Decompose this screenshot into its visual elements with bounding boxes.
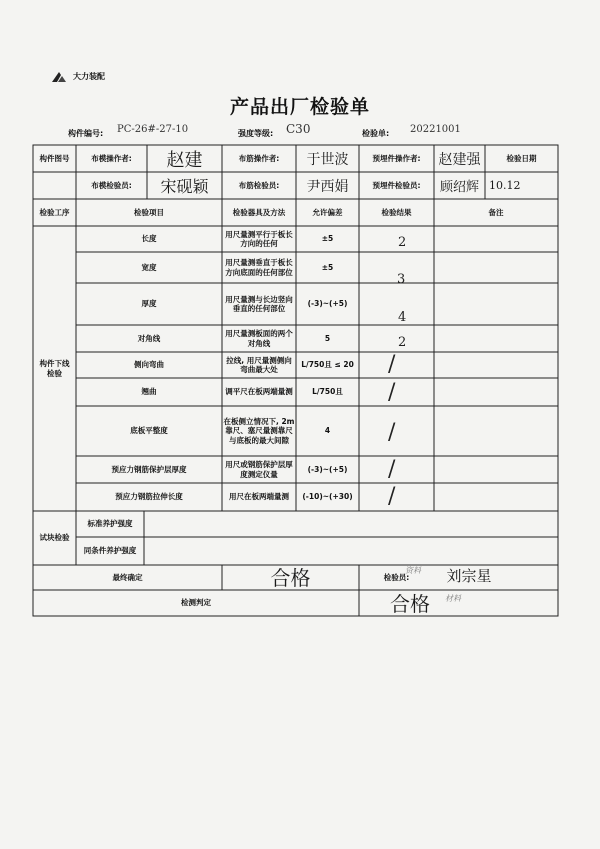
inspector-value: 刘宗星 bbox=[446, 567, 492, 585]
tolerance-cell: ±5 bbox=[321, 262, 334, 272]
stamp: 资料 bbox=[405, 566, 421, 575]
item-cell: 预应力钢筋保护层厚度 bbox=[111, 464, 187, 474]
final-confirm-label: 最终确定 bbox=[112, 572, 143, 582]
judge-value: 合格 bbox=[390, 591, 430, 616]
result-cell: 2 bbox=[398, 235, 407, 250]
process-group-label: 构件下线检验 bbox=[39, 359, 70, 378]
method-cell: 在板侧立情况下, 2m靠尺、塞尺量测靠尺与底板的最大间隙 bbox=[223, 416, 295, 445]
rebar-operator-value: 于世波 bbox=[306, 151, 349, 168]
tolerance-cell: ±5 bbox=[321, 234, 334, 244]
mold-operator-value: 赵建 bbox=[166, 149, 203, 171]
item-cell: 对角线 bbox=[137, 333, 161, 343]
embed-inspector-value: 顾绍辉 bbox=[439, 180, 479, 195]
item-cell: 预应力钢筋拉伸长度 bbox=[115, 492, 183, 502]
final-confirm-value: 合格 bbox=[270, 566, 311, 590]
result-cell: 3 bbox=[397, 272, 406, 287]
strength-value: C30 bbox=[286, 122, 311, 136]
header-process: 检验工序 bbox=[39, 207, 70, 217]
tolerance-cell: 5 bbox=[324, 333, 331, 343]
result-cell: / bbox=[388, 484, 396, 509]
result-cell: / bbox=[388, 352, 396, 377]
judge-label: 检测判定 bbox=[181, 598, 211, 608]
method-cell: 用尺量测垂直于板长方向底面的任何部位 bbox=[225, 258, 293, 277]
tolerance-cell: (-3)~(+5) bbox=[307, 299, 348, 309]
item-cell: 翘曲 bbox=[141, 387, 157, 397]
test-block-label: 试块检验 bbox=[39, 533, 70, 543]
result-cell: / bbox=[388, 457, 396, 482]
method-cell: 拉线, 用尺量测侧向弯曲最大处 bbox=[226, 355, 292, 374]
logo-text: 大力装配 bbox=[73, 72, 105, 81]
component-no-label: 构件编号: bbox=[68, 129, 104, 138]
embed-operator-label: 预埋件操作者: bbox=[372, 153, 421, 163]
rebar-inspector-value: 尹西娟 bbox=[306, 178, 349, 195]
mold-inspector-value: 宋砚颖 bbox=[160, 177, 209, 196]
header-result: 检验结果 bbox=[381, 207, 412, 217]
rebar-inspector-label: 布筋检验员: bbox=[238, 180, 280, 190]
method-cell: 用尺量测平行于板长方向的任何 bbox=[225, 229, 293, 248]
inspection-date-value: 10.12 bbox=[489, 179, 521, 192]
tolerance-cell: L/750且 bbox=[312, 387, 343, 397]
header-tolerance: 允许偏差 bbox=[312, 207, 343, 217]
header-remark: 备注 bbox=[488, 207, 504, 217]
standard-curing-strength-label: 标准养护强度 bbox=[87, 519, 133, 529]
method-cell: 用尺量测与长边竖向垂直的任何部位 bbox=[225, 294, 293, 313]
item-cell: 厚度 bbox=[141, 299, 157, 309]
embed-operator-value: 赵建强 bbox=[438, 151, 481, 168]
component-no-value: PC-26#-27-10 bbox=[117, 124, 189, 135]
stamp: 材料 bbox=[445, 594, 461, 603]
item-cell: 宽度 bbox=[141, 262, 157, 272]
item-cell: 底板平整度 bbox=[130, 426, 168, 436]
page-title: 产品出厂检验单 bbox=[229, 96, 370, 118]
header-item: 检验项目 bbox=[134, 207, 164, 217]
method-cell: 用尺量测板面的两个对角线 bbox=[225, 329, 293, 348]
inspection-date-label: 检验日期 bbox=[506, 153, 537, 163]
same-condition-curing-strength-label: 同条件养护强度 bbox=[83, 546, 137, 556]
inspection-no-value: 20221001 bbox=[410, 124, 461, 135]
item-cell: 侧向弯曲 bbox=[134, 360, 164, 370]
tolerance-cell: 4 bbox=[324, 426, 331, 436]
method-cell: 用尺在板两端量测 bbox=[229, 492, 289, 502]
mold-operator-label: 布模操作者: bbox=[91, 153, 132, 163]
method-cell: 调平尺在板两端量测 bbox=[225, 387, 293, 397]
result-cell: / bbox=[388, 420, 396, 445]
tolerance-cell: L/750且 ≤ 20 bbox=[301, 360, 354, 370]
mold-inspector-label: 布模检验员: bbox=[91, 180, 132, 190]
inspector-label: 检验员: bbox=[383, 572, 410, 582]
strength-label: 强度等级: bbox=[238, 129, 274, 138]
result-cell: / bbox=[388, 380, 396, 405]
rebar-operator-label: 布筋操作者: bbox=[238, 153, 280, 163]
result-cell: 2 bbox=[398, 335, 407, 350]
inspection-no-label: 检验单: bbox=[362, 129, 390, 138]
tolerance-cell: (-3)~(+5) bbox=[307, 464, 348, 474]
result-cell: 4 bbox=[398, 310, 407, 325]
item-cell: 长度 bbox=[141, 234, 157, 244]
embed-inspector-label: 预埋件检验员: bbox=[372, 180, 421, 190]
drawing-no-label: 构件图号 bbox=[39, 153, 70, 163]
header-method: 检验器具及方法 bbox=[232, 207, 286, 217]
tolerance-cell: (-10)~(+30) bbox=[302, 492, 353, 502]
method-cell: 用尺或钢筋保护层厚度测定仪量 bbox=[225, 460, 293, 479]
